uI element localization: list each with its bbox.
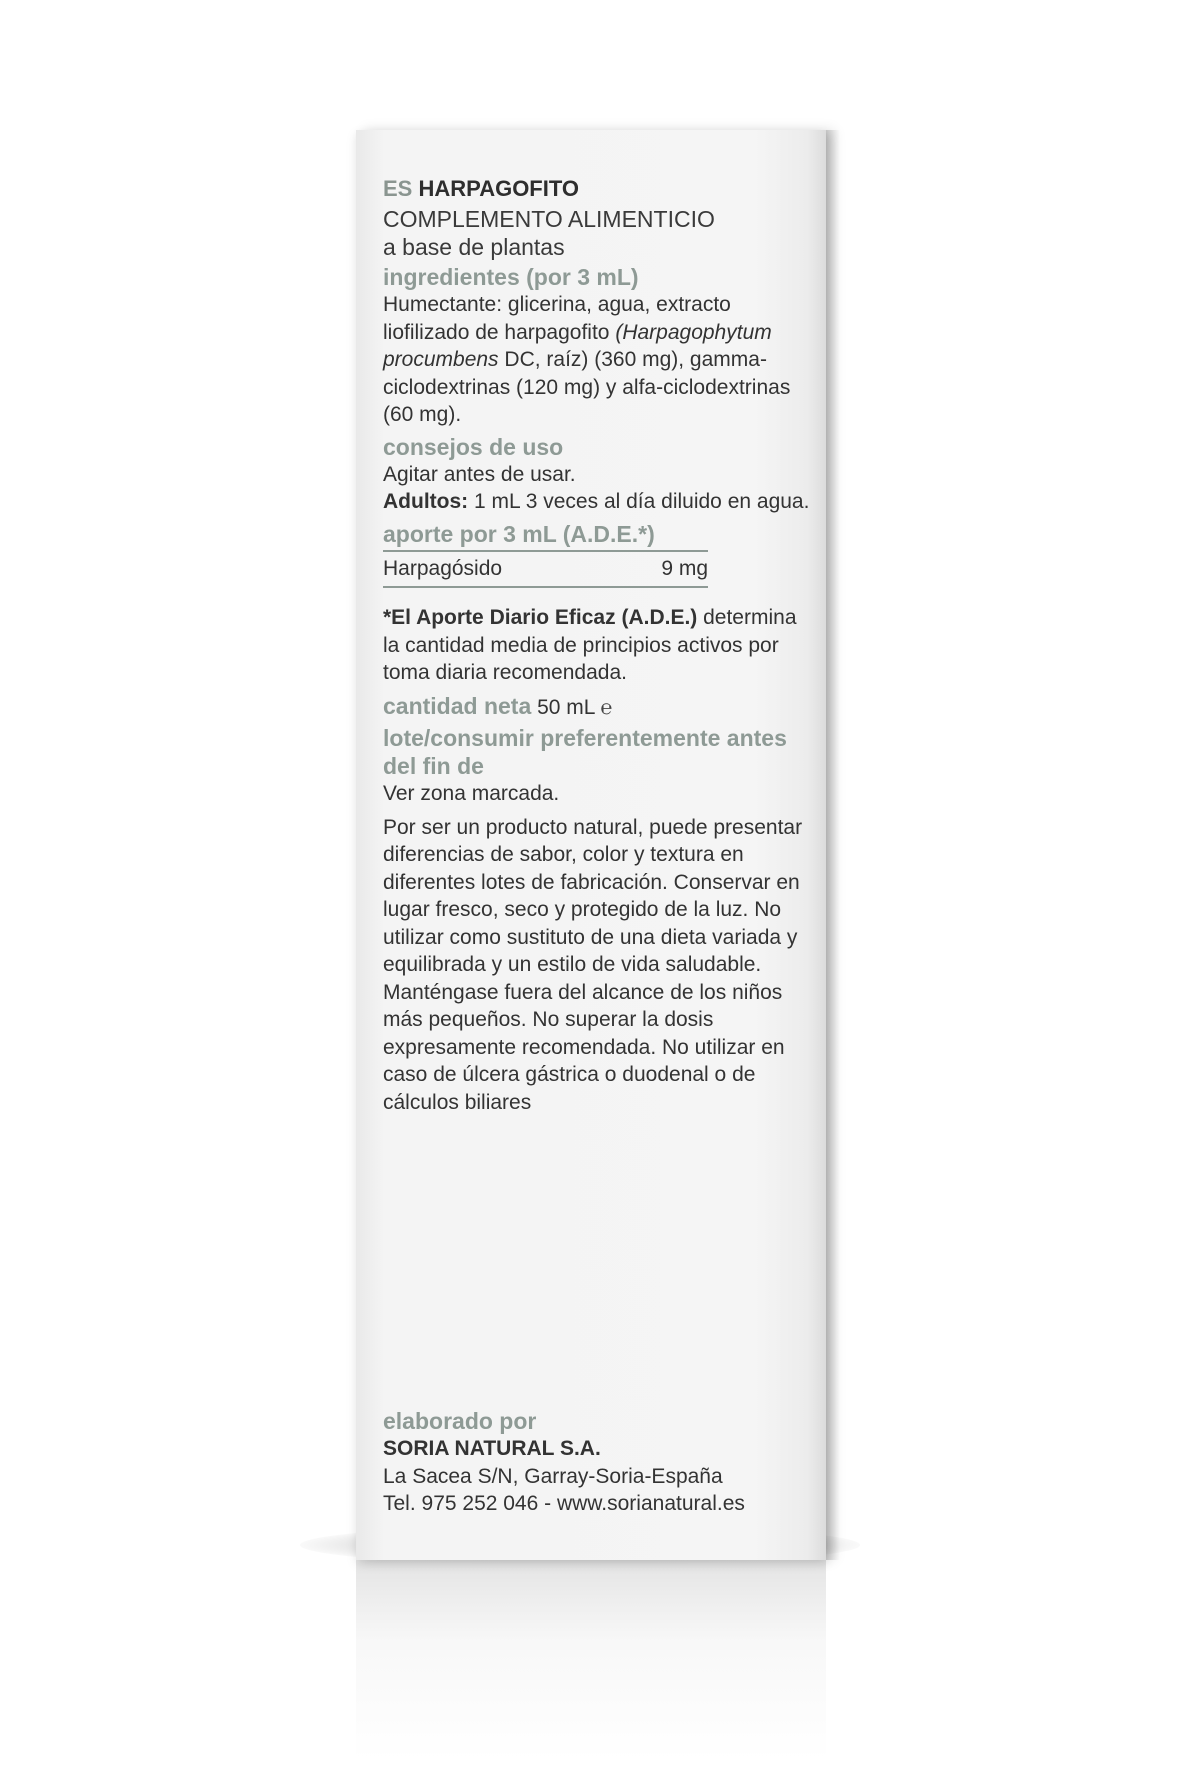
manufacturer-heading: elaborado por [383,1408,537,1434]
batch-text: Ver zona marcada. [383,782,560,805]
contribution-ingredient-name: Harpagósido [383,556,503,580]
adults-label: Adultos: [383,490,469,513]
usage-line1: Agitar antes de usar. [383,462,576,486]
box-reflection [356,1560,826,1760]
estimated-sign-icon: ℮ [600,696,613,719]
ingredients-text [383,291,813,429]
ingredients-text-part2: DC, raíz) (360 mg), gamma-ciclodextrinas (120 mg) y alfa-ciclodextrinas (60 mg). [383,348,791,426]
label-content [383,175,813,1116]
product-title [383,175,813,203]
net-quantity-value: 50 mL [537,695,595,719]
manufacturer-contact: Tel. 975 252 046 - www.sorianatural.es [383,1492,745,1515]
ade-footnote [383,604,813,687]
ade-footnote-bold: *El Aporte Diario Eficaz (A.D.E.) [383,606,698,629]
product-category-detail: a base de plantas [383,234,565,260]
usage-adults [383,488,813,516]
contribution-heading: aporte por 3 mL (A.D.E.*) [383,520,655,547]
net-quantity [383,693,813,723]
ingredients-text-part1: Humectante: glicerina, agua, extracto liofilizado de harpagofito [383,293,731,344]
product-category: COMPLEMENTO ALIMENTICIO [383,206,715,232]
warnings-text: Por ser un producto natural, puede presentar diferencias de sabor, color y textura en diferentes lotes de fabricación. Conservar en lugar fresco, seco y protegido de la luz. No utilizar como sustituto de una dieta variada y equilibrada y un estilo de vida saludable. Manténgase fuera del alcance de los niños más pequeños. No superar la dosis expresamente recomendada. No utilizar en caso de úlcera gástrica o duodenal o de cálculos biliares [383,815,803,1114]
batch-heading: lote/consumir preferentemente antes del fin de [383,725,787,779]
box-edge-shading [826,130,840,1560]
ingredients-latin-name: (Harpagophytum procumbens [383,320,772,371]
manufacturer-name: SORIA NATURAL S.A. [383,1437,601,1460]
contribution-ingredient-value: 9 mg [661,556,708,580]
manufacturer-address: La Sacea S/N, Garray-Soria-España [383,1464,723,1488]
product-box-side-panel [356,130,826,1560]
adults-text: 1 mL 3 veces al día diluido en agua. [468,490,810,513]
usage-heading: consejos de uso [383,433,564,460]
language-code: ES [383,176,413,201]
contribution-table-row [383,550,708,589]
ingredients-heading: ingredientes (por 3 mL) [383,264,639,290]
product-name: HARPAGOFITO [418,176,580,201]
ade-footnote-text: determina la cantidad media de principios activos por toma diaria recomendada. [383,606,797,684]
manufacturer-block [383,1405,813,1518]
net-quantity-label: cantidad neta [383,692,532,719]
